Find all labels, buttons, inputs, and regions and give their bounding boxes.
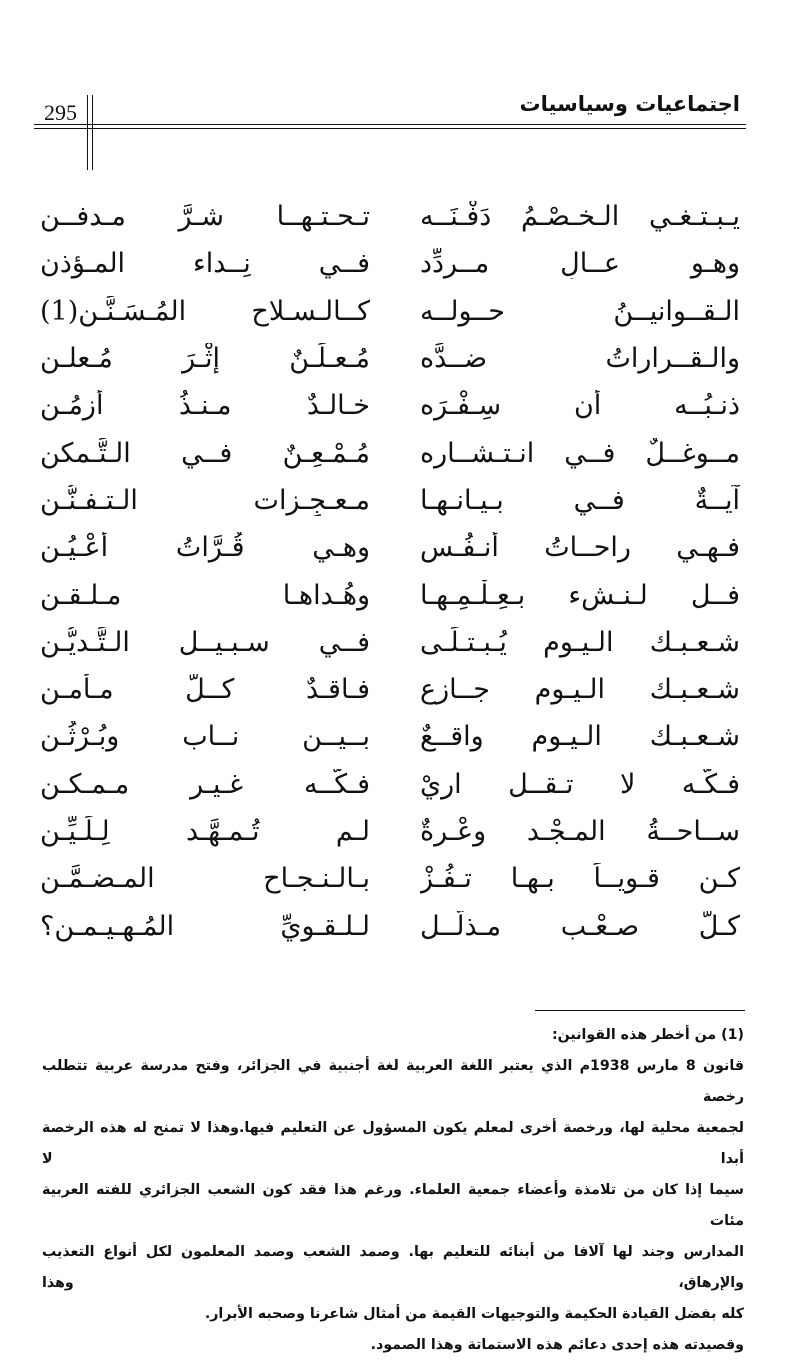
verse: [40, 619, 740, 666]
verse-second-hemistich: وهُـداهـا مـلـقـن: [40, 579, 370, 611]
footnote-separator: [535, 1010, 745, 1011]
verse-first-hemistich: شـعـبـك الـيـوم واقــعٌ: [420, 721, 740, 753]
verse-second-hemistich: خـالـدٌ مـنـذُ أزمُـن: [40, 390, 370, 422]
verse-first-hemistich: كـلُّ صـعْـب مـذلَّــل: [420, 910, 740, 942]
verse: [40, 429, 740, 476]
verse-second-hemistich: بــيــن نــاب وبُـرْثُـن: [40, 721, 370, 753]
verse-first-hemistich: فــل لـنـشء بـعِـلْـمِـهـا: [420, 579, 740, 611]
verse: [40, 808, 740, 855]
verse: [40, 240, 740, 287]
verse: [40, 855, 740, 902]
verse-first-hemistich: شـعـبـك الـيـوم جــازع: [420, 674, 740, 706]
footnotes: [42, 1020, 744, 1361]
footnote-closing: وقصيدته هذه إحدى دعائم هذه الاستماتة وهذا الصمود.: [370, 1337, 744, 1353]
verse-second-hemistich: وهـي قُـرَّاتُ أعْـيُـن: [40, 532, 370, 564]
footnote-heading: (1) من أخطر هذه القوانين:: [551, 1027, 744, 1043]
verse-first-hemistich: الـقــوانيــنُ حــولــه: [420, 295, 740, 327]
page-number: 295: [44, 100, 77, 125]
verse: [40, 902, 740, 949]
verse: [40, 477, 740, 524]
verse-first-hemistich: مــوغــلٌ فــي انـتـشــاره: [420, 437, 740, 469]
header-vertical-bar-double: [92, 95, 93, 170]
verse: [40, 666, 740, 713]
verse: [40, 288, 740, 335]
verse: [40, 382, 740, 429]
verse: [40, 761, 740, 808]
verse-first-hemistich: ســاحــةُ المـجْـد وعْـرةٌ: [420, 816, 740, 847]
verse-first-hemistich: وهـو عــالٍ مــردِّد: [420, 248, 740, 280]
verse-second-hemistich: فــي نِــداء المـؤذن: [40, 248, 370, 280]
verse-second-hemistich: فـاقـدٌ كــلَّ مـأمـن: [40, 674, 370, 706]
verse: [40, 524, 740, 571]
verse-second-hemistich: بـالـنـجـاح المـضـمَّـن: [40, 863, 370, 895]
verse-second-hemistich: فــي سـبـيــل الـتَّـديُّـن: [40, 626, 370, 658]
verse-first-hemistich: والـقــراراتُ ضــدَّه: [420, 343, 740, 375]
verse-first-hemistich: كـن قـويــاً بـهـا تـفُـزْ: [420, 863, 740, 895]
header-vertical-bar: [87, 95, 88, 170]
verse-second-hemistich: مـعـجِـزات الـتـفـنُّـن: [40, 484, 370, 516]
verse-first-hemistich: آيــةٌ فــي بـيـانـهـا: [420, 484, 740, 516]
footnote-line: سيما إذا كان من تلامذة وأعضاء جمعية العلماء. ورغم هذا فقد كون الشعب الجزائري للفته العربية مئات: [42, 1182, 744, 1229]
footnote-line: كله بفضل القيادة الحكيمة والتوجيهات القيمة من أمثال شاعرنا وصحبه الأبرار.: [204, 1306, 744, 1322]
verse-second-hemistich: مُـمْـعِـنٌ فــي الـتَّـمكن: [40, 437, 370, 469]
poem: [40, 193, 740, 950]
footnote-line: لجمعية محلية لها، ورخصة أخرى لمعلم يكون المسؤول عن التعليم فيها.وهذا لا تمنح له هذه الرخصة أبدا لا: [42, 1120, 744, 1167]
header-rule-double: [34, 128, 746, 129]
verse: [40, 193, 740, 240]
verse: [40, 713, 740, 760]
running-header-title: اجتماعيات وسياسيات: [519, 92, 740, 116]
verse-second-hemistich: لـم تُـمـهَّـد لِـلَـيِّـن: [40, 816, 370, 847]
footnote-line: المدارس وجند لها آلافا من أبنائه للتعليم بها. وصمد الشعب وصمد المعلمون لكل أنواع التعذيب والإرهاق، وهذا: [42, 1244, 744, 1291]
verse: [40, 335, 740, 382]
verse-first-hemistich: ذنـبُــه أن سِـفْـرَه: [420, 390, 740, 422]
verse-second-hemistich: مُـعـلَـنٌ إثْـرَ مُـعلـن: [40, 343, 370, 375]
verse-second-hemistich: فـكَّــه غـيـر مـمـكـن: [40, 768, 370, 800]
verse-first-hemistich: شـعـبـك الـيـوم يُـبـتـلَـى: [420, 626, 740, 658]
verse-second-hemistich: تـحـتـهــا شـرَّ مـدفــن: [40, 201, 370, 233]
verse-first-hemistich: فـهـي راحــاتُ أنـفُـسٍ: [420, 532, 740, 564]
verse-second-hemistich: لـلـقـويِّ المُـهـيـمـن؟: [40, 910, 370, 942]
footnote-line: قانون 8 مارس 1938م الذي يعتبر اللغة العربية لغة أجنبية في الجزائر، وفتح مدرسة عربية تتطلب رخصة: [42, 1058, 744, 1105]
header-rule: [34, 124, 746, 125]
verse-first-hemistich: فـكَّـه لا تـقــل اريْ: [420, 768, 740, 800]
verse-second-hemistich: كــالـسـلاح المُـسَـنَّـن(1): [40, 295, 370, 327]
verse: [40, 571, 740, 618]
verse-first-hemistich: يـبـتـغـي الـخـصْـمُ دَفْـنَــه: [420, 201, 740, 233]
